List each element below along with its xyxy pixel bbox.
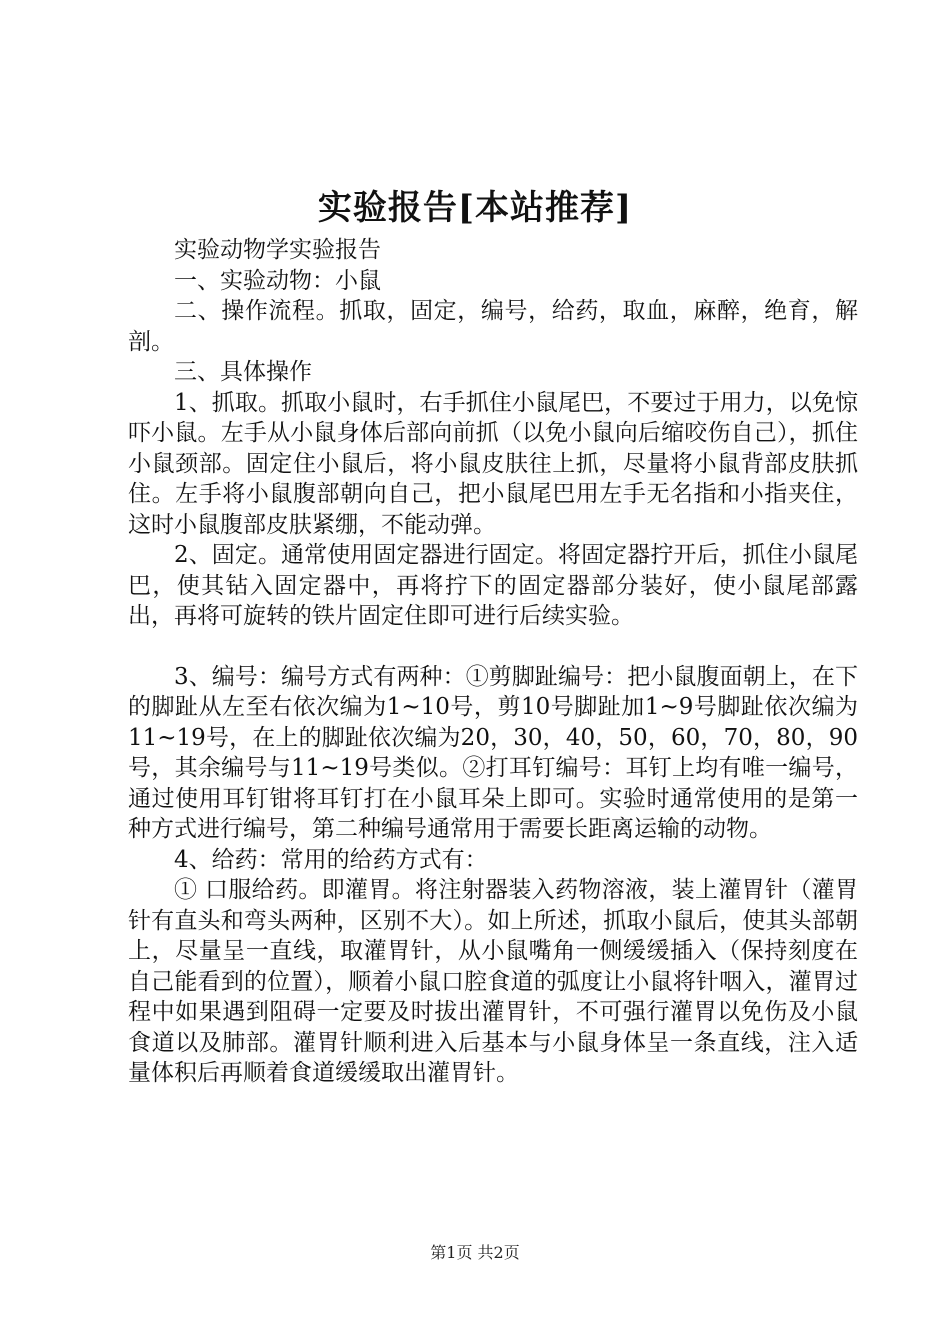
document-body xyxy=(128,235,858,1089)
paragraph-fixing: 2、固定。通常使用固定器进行固定。将固定器拧开后，抓住小鼠尾巴，使其钻入固定器中，再将拧下的固定器部分装好，使小鼠尾部露出，再将可旋转的铁片固定住即可进行后续实验。 xyxy=(128,542,858,629)
paragraph-report-heading: 实验动物学实验报告 xyxy=(174,237,381,263)
paragraph-section-operations: 三、具体操作 xyxy=(174,359,312,385)
paragraph-dosing-intro: 4、给药：常用的给药方式有： xyxy=(174,846,488,873)
page-footer: 第1页 共2页 xyxy=(430,1243,520,1262)
paragraph-section-procedure: 二、操作流程。抓取，固定，编号，给药，取血，麻醉，绝育，解剖。 xyxy=(128,298,858,355)
paragraph-numbering: 3、编号：编号方式有两种：①剪脚趾编号：把小鼠腹面朝上，在下的脚趾从左至右依次编为1~10号，剪10号脚趾加1~9号脚趾依次编为11~19号，在上的脚趾依次编为20，30，40，50，60，70，80，90号，其余编号与11~19号类似。②打耳钉编号：耳钉上均有唯一编号，通过使用耳钉钳将耳钉打在小鼠耳朵上即可。实验时通常使用的是第一种方式进行编号，第二种编号通常用于需要长距离运输的动物。 xyxy=(128,663,858,842)
document-title: 实验报告[本站推荐] xyxy=(317,188,633,228)
paragraph-grabbing: 1、抓取。抓取小鼠时，右手抓住小鼠尾巴，不要过于用力，以免惊吓小鼠。左手从小鼠身体后部向前抓（以免小鼠向后缩咬伤自己），抓住小鼠颈部。固定住小鼠后，将小鼠皮肤往上抓，尽量将小鼠背部皮肤抓住。左手将小鼠腹部朝向自己，把小鼠尾巴用左手无名指和小指夹住，这时小鼠腹部皮肤紧绷，不能动弹。 xyxy=(128,389,858,538)
paragraph-oral-dosing: ① 口服给药。即灌胃。将注射器装入药物溶液，装上灌胃针（灌胃针有直头和弯头两种，区别不大）。如上所述，抓取小鼠后，使其头部朝上，尽量呈一直线，取灌胃针，从小鼠嘴角一侧缓缓插入（保持刻度在自己能看到的位置），顺着小鼠口腔食道的弧度让小鼠将针咽入，灌胃过程中如果遇到阻碍一定要及时拔出灌胃针，不可强行灌胃以免伤及小鼠食道以及肺部。灌胃针顺利进入后基本与小鼠身体呈一条直线，注入适量体积后再顺着食道缓缓取出灌胃针。 xyxy=(128,877,858,1086)
paragraph-section-animal: 一、实验动物：小鼠 xyxy=(174,267,381,294)
